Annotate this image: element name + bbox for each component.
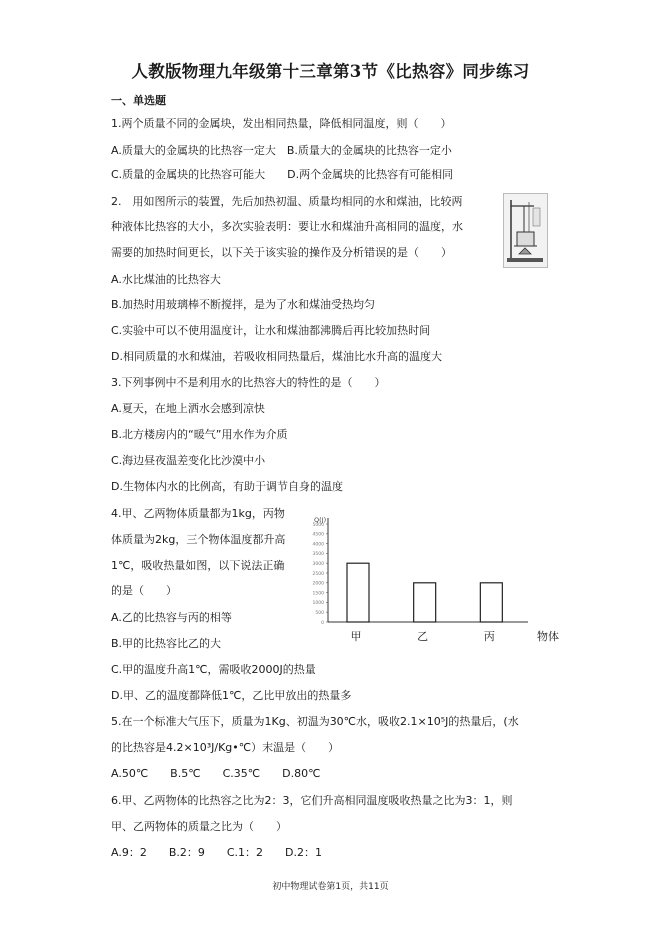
page-footer: 初中物理试卷第1页，共11页: [272, 882, 389, 892]
question-6-stem-line2: 甲、乙两物体的质量之比为（ ）: [111, 820, 287, 833]
question-3-option-a: A.夏天，在地上洒水会感到凉快: [111, 402, 265, 415]
question-4-stem-line1: 4.甲、乙两物体质量都为1kg，丙物: [111, 507, 285, 520]
question-3-option-b: B.北方楼房内的“暖气”用水作为介质: [111, 428, 288, 441]
question-4-option-d: D.甲、乙的温度都降低1℃，乙比甲放出的热量多: [111, 689, 352, 702]
question-4-option-c: C.甲的温度升高1℃，需吸收2000J的热量: [111, 663, 316, 676]
question-6-stem-line1: 6.甲、乙两物体的比热容之比为2：3，它们升高相同温度吸收热量之比为3：1，则: [111, 794, 513, 807]
x-category-label: 乙: [417, 630, 429, 643]
x-category-label: 甲: [350, 630, 362, 643]
question-2-stem-line1: 2. 用如图所示的装置，先后加热初温、质量均相同的水和煤油，比较两: [111, 195, 463, 208]
question-2-stem-line3: 需要的加热时间更长，以下关于该实验的操作及分析错误的是（ ）: [111, 246, 452, 259]
y-axis-label: Q(J): [314, 516, 327, 524]
experiment-apparatus-figure: [503, 193, 548, 268]
y-tick-label: 0: [321, 620, 324, 626]
question-2-option-b: B.加热时用玻璃棒不断搅拌，是为了水和煤油受热均匀: [111, 298, 376, 311]
question-6-options: A.9：2 B.2：9 C.1：2 D.2：1: [111, 846, 323, 859]
y-tick-label: 5000: [312, 522, 324, 528]
question-4-stem-line2: 体质量为2kg，三个物体温度都升高: [111, 533, 286, 546]
question-5-stem-line2: 的比热容是4.2×10³J/Kg•℃）末温是（ ）: [111, 741, 340, 754]
apparatus-drawing: [504, 194, 547, 267]
bar-2: [414, 583, 436, 622]
question-1-options-cd: C.质量的金属块的比热容可能大 D.两个金属块的比热容有可能相同: [111, 168, 454, 181]
question-2-option-d: D.相同质量的水和煤油，若吸收相同热量后，煤油比水升高的温度大: [111, 350, 442, 363]
question-1-options-ab: A.质量大的金属块的比热容一定大 B.质量大的金属块的比热容一定小: [111, 144, 452, 157]
question-3-option-c: C.海边昼夜温差变化比沙漠中小: [111, 454, 266, 467]
question-4-stem-line3: 1℃，吸收热量如图，以下说法正确: [111, 559, 285, 572]
heat-bar-chart: [300, 512, 560, 647]
y-tick-label: 500: [315, 611, 324, 616]
question-4-stem-line4: 的是（ ）: [111, 584, 177, 597]
question-4-option-b: B.甲的比热容比乙的大: [111, 637, 222, 650]
bar-chart-svg: [300, 512, 560, 647]
bar-1: [347, 563, 369, 622]
section-heading: 一、单选题: [111, 94, 166, 107]
y-tick-label: 2000: [312, 581, 324, 587]
bar-3: [480, 583, 502, 622]
page-title: 人教版物理九年级第十三章第3节《比热容》同步练习: [131, 62, 530, 81]
question-4-option-a: A.乙的比热容与丙的相等: [111, 611, 232, 624]
y-tick-label: 3500: [312, 552, 324, 558]
y-tick-label: 4000: [312, 542, 324, 548]
y-tick-label: 1500: [312, 591, 324, 597]
y-tick-label: 4500: [312, 532, 324, 538]
y-tick-label: 2500: [312, 571, 324, 577]
question-2-stem-line2: 种液体比热容的大小，多次实验表明：要让水和煤油升高相同的温度，水: [111, 220, 463, 233]
question-2-option-a: A.水比煤油的比热容大: [111, 273, 221, 286]
question-5-options: A.50℃ B.5℃ C.35℃ D.80℃: [111, 767, 321, 780]
y-tick-label: 1000: [312, 601, 324, 607]
x-category-label: 丙: [483, 630, 495, 643]
question-5-stem-line1: 5.在一个标准大气压下，质量为1Kg、初温为30℃水，吸收2.1×10⁵J的热量后，(水: [111, 715, 519, 728]
y-tick-label: 3000: [312, 562, 324, 567]
question-3-option-d: D.生物体内水的比例高，有助于调节自身的温度: [111, 480, 343, 493]
question-1-stem: 1.两个质量不同的金属块，发出相同热量，降低相同温度，则（ ）: [111, 117, 452, 130]
x-axis-label: 物体: [537, 630, 559, 643]
question-2-option-c: C.实验中可以不使用温度计，让水和煤油都沸腾后再比较加热时间: [111, 324, 431, 337]
question-3-stem: 3.下列事例中不是利用水的比热容大的特性的是（ ）: [111, 376, 386, 389]
